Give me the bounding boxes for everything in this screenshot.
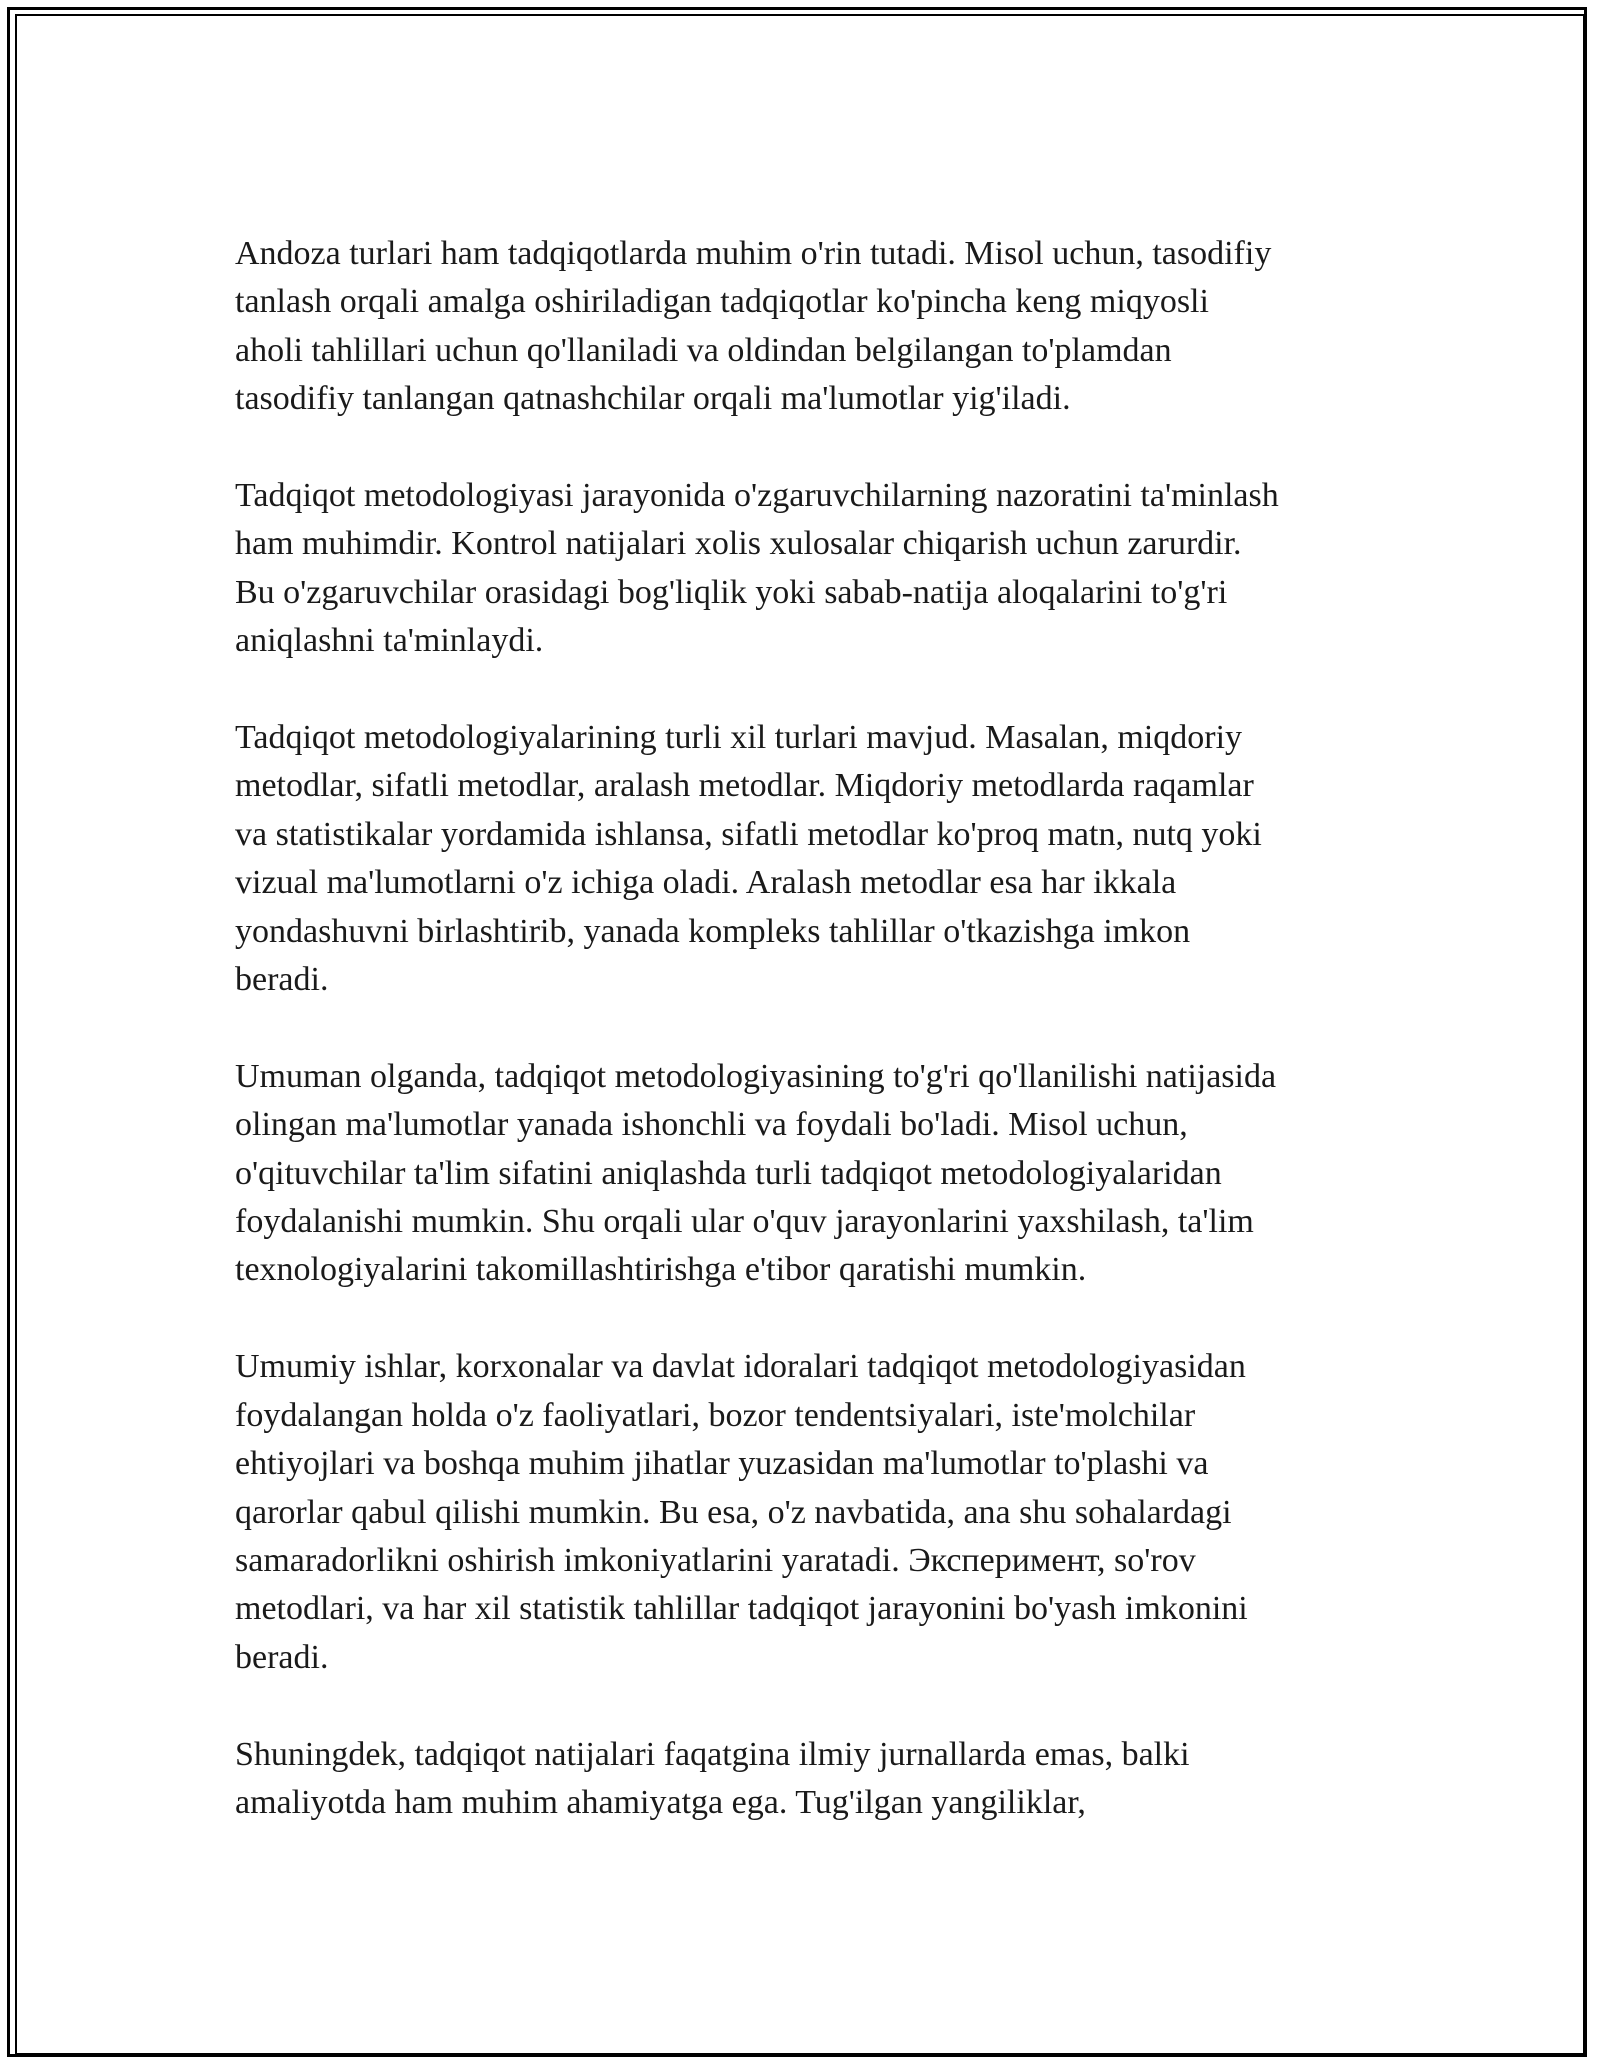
text-line: o'qituvchilar ta'lim sifatini aniqlashda turli tadqiqot metodologiyalaridan	[235, 1154, 1222, 1192]
text-line: aholi tahlillari uchun qo'llaniladi va oldindan belgilangan to'plamdan	[235, 331, 1172, 369]
paragraph	[235, 472, 1385, 666]
paragraph	[235, 1343, 1385, 1682]
text-line: qarorlar qabul qilishi mumkin. Bu esa, o'z navbatida, ana shu sohalardagi	[235, 1493, 1232, 1531]
text-line: Tadqiqot metodologiyasi jarayonida o'zgaruvchilarning nazoratini ta'minlash	[235, 477, 1279, 515]
paragraph	[235, 714, 1385, 1004]
text-line: aniqlashni ta'minlaydi.	[235, 622, 544, 660]
text-line: tasodifiy tanlangan qatnashchilar orqali ma'lumotlar yig'iladi.	[235, 380, 1071, 418]
text-line: Shuningdek, tadqiqot natijalari faqatgina ilmiy jurnallarda emas, balki	[235, 1735, 1190, 1773]
text-line: beradi.	[235, 1638, 329, 1676]
text-line: Tadqiqot metodologiyalarining turli xil turlari mavjud. Masalan, miqdoriy	[235, 719, 1243, 757]
paragraph	[235, 230, 1385, 424]
text-line: Umumiy ishlar, korxonalar va davlat idoralari tadqiqot metodologiyasidan	[235, 1348, 1246, 1386]
paragraph	[235, 1053, 1385, 1295]
text-line: va statistikalar yordamida ishlansa, sifatli metodlar ko'proq matn, nutq yoki	[235, 815, 1262, 853]
text-line: metodlari, va har xil statistik tahlillar tadqiqot jarayonini bo'yash imkonini	[235, 1590, 1248, 1628]
text-line: amaliyotda ham muhim ahamiyatga ega. Tug'ilgan yangiliklar,	[235, 1783, 1086, 1821]
text-line: metodlar, sifatli metodlar, aralash metodlar. Miqdoriy metodlarda raqamlar	[235, 767, 1254, 805]
text-line: samaradorlikni oshirish imkoniyatlarini yaratadi. Эксперимент, so'rov	[235, 1541, 1196, 1579]
text-line: Umuman olganda, tadqiqot metodologiyasining to'g'ri qo'llanilishi natijasida	[235, 1057, 1277, 1095]
paragraph	[235, 1731, 1385, 1828]
text-line: yondashuvni birlashtirib, yanada kompleks tahlillar o'tkazishga imkon	[235, 912, 1191, 950]
text-line: Andoza turlari ham tadqiqotlarda muhim o'rin tutadi. Misol uchun, tasodifiy	[235, 235, 1272, 272]
text-line: ham muhimdir. Kontrol natijalari xolis xulosalar chiqarish uchun zarurdir.	[235, 525, 1242, 563]
text-line: beradi.	[235, 961, 329, 999]
text-line: foydalanishi mumkin. Shu orqali ular o'quv jarayonlarini yaxshilash, ta'lim	[235, 1203, 1254, 1241]
text-line: Bu o'zgaruvchilar orasidagi bog'liqlik yoki sabab-natija aloqalarini to'g'ri	[235, 573, 1228, 611]
text-line: vizual ma'lumotlarni o'z ichiga oladi. Aralash metodlar esa har ikkala	[235, 864, 1177, 902]
text-line: texnologiyalarini takomillashtirishga e'tibor qaratishi mumkin.	[235, 1251, 1087, 1289]
text-line: ehtiyojlari va boshqa muhim jihatlar yuzasidan ma'lumotlar to'plashi va	[235, 1445, 1209, 1483]
text-line: olingan ma'lumotlar yanada ishonchli va foydali bo'ladi. Misol uchun,	[235, 1106, 1188, 1144]
text-line: tanlash orqali amalga oshiriladigan tadqiqotlar ko'pincha keng miqyosli	[235, 283, 1209, 321]
document-body	[235, 230, 1385, 1876]
text-line: foydalangan holda o'z faoliyatlari, bozor tendentsiyalari, iste'molchilar	[235, 1396, 1196, 1434]
